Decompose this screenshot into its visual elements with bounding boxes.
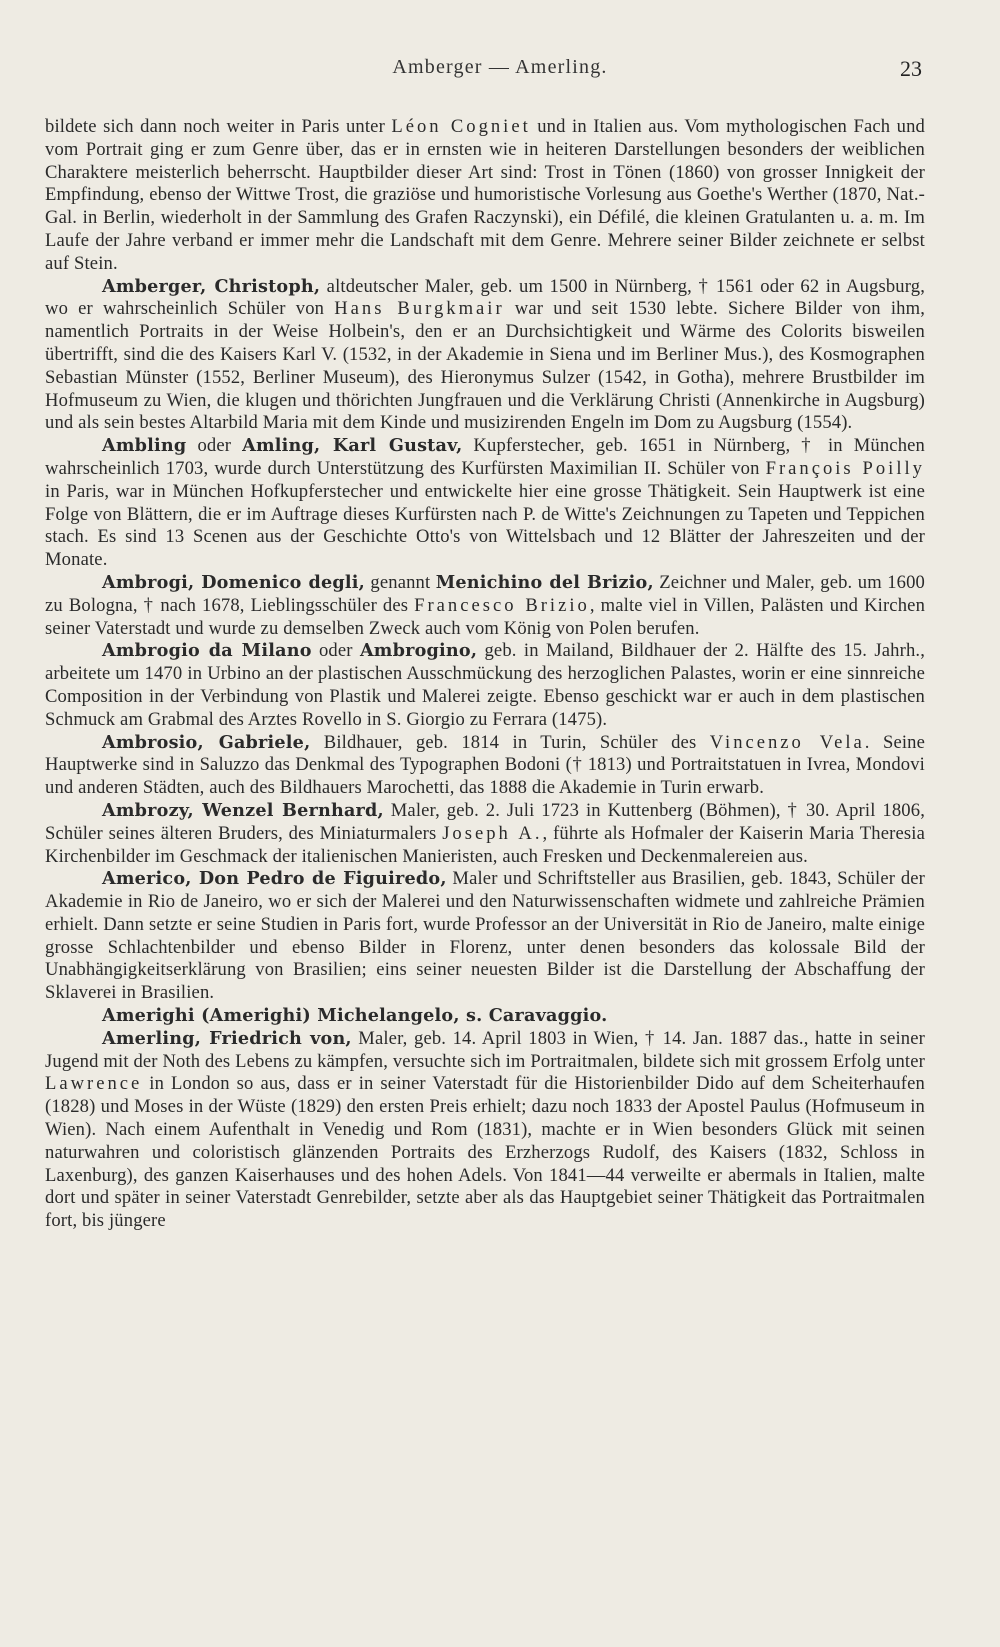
spaced-name: Lawrence xyxy=(45,1073,143,1095)
page-number: 23 xyxy=(900,56,922,81)
entry-text: war und seit 1530 lebte. Sichere Bilder von ihm, namentlich Portraits in der Weise Holbein's, den er an Durchsichtigkeit und Wärme des Colorits bisweilen übertrifft, sind die des Kaisers Karl V. (1532, in der Akademie in Siena und im Berliner Mus.), des Kosmographen Sebastian Münster (1552, Berliner Museum), des Hieronymus Sulzer (1542, in Gotha), mehrere Brustbilder im Hofmuseum zu Wien, die klugen und thörichten Jungfrauen und die Verklärung Christi (Annenkirche in Augsburg) und als sein bestes Altarbild Maria mit dem Kinde und musizirenden Engeln im Dom zu Augsburg (1554). xyxy=(45,298,926,434)
entry-headword: Amerling, Friedrich von, xyxy=(102,1027,352,1049)
entry-text: Kupferstecher, geb. 1651 in Nürnberg, † in München wahrscheinlich 1703, wurde durch Unterstützung des Kurfürsten Maximilian II. Schüler von xyxy=(45,435,925,479)
spaced-name: Hans Burgkmair xyxy=(334,298,505,320)
entry-text: und in Italien aus. Vom mythologischen Fach und vom Portrait ging er zum Genre über, das er in ernsten wie in heiteren Darstellungen besonders der weiblichen Charaktere meisterlich beherrscht. Hauptbilder dieser Art sind: Trost in Tönen (1860) von grosser Innigkeit der Empfindung, ebenso der Wittwe Trost, die graziöse und humoristische Vorlesung aus Goethe's Werther (1870, Nat.-Gal. in Berlin, wiederholt in der Sammlung des Grafen Raczynski), ein Défilé, die kleinen Gratulanten u. a. m. Im Laufe der Jahre verband er immer mehr die Landschaft mit dem Genre. Mehrere seiner Bilder zeichnete er selbst auf Stein. xyxy=(45,116,926,274)
spaced-name: Léon Cogniet xyxy=(391,116,531,137)
running-title: Amberger — Amerling. xyxy=(392,56,608,78)
entry-headword: Ambrogi, Domenico degli, xyxy=(102,571,365,593)
entry-headword: Ambrogino, xyxy=(359,640,478,662)
entry-text: genannt xyxy=(364,571,436,593)
dictionary-entry xyxy=(45,800,925,868)
spaced-name: François Poilly xyxy=(765,457,925,479)
spaced-name: Joseph A. xyxy=(442,822,543,844)
dictionary-entry xyxy=(45,732,925,800)
entry-text: Maler, geb. 2. Juli 1723 in Kuttenberg (Böhmen), † 30. April 1806, Schüler seines älteren Bruders, des Miniaturmalers xyxy=(45,799,925,844)
body-text xyxy=(45,116,925,1233)
dictionary-entry xyxy=(45,435,925,572)
entry-headword: Ambrosio, Gabriele, xyxy=(102,731,311,753)
spaced-name: Vincenzo Vela xyxy=(709,731,865,753)
entry-text: in London so aus, dass er in seiner Vaterstadt für die Historienbilder Dido auf dem Scheiterhaufen (1828) und Moses in der Wüste (1829) den ersten Preis erhielt; dazu noch 1833 der Apostel Paulus (Hofmuseum in Wien). Nach einem Aufenthalt in Venedig und Rom (1831), machte er in Wien besonders Glück mit seinen naturwahren und coloristisch glänzenden Portraits des Erzherzogs Rudolf, des Kaisers (1832, Schloss in Laxenburg), des ganzen Kaiserhauses und des hohen Adels. Von 1841—44 verweilte er abermals in Italien, malte dort und später in seiner Vaterstadt Genrebilder, setzte aber als das Hauptgebiet seiner Thätigkeit das Portraitmalen fort, bis jüngere xyxy=(45,1073,925,1232)
entry-text: , malte viel in Villen, Palästen und Kirchen seiner Vaterstadt und wurde zu demselben Zweck auch vom König von Polen berufen. xyxy=(45,594,926,639)
dictionary-entry xyxy=(45,868,925,1005)
entry-text: Maler, geb. 14. April 1803 in Wien, † 14. Jan. 1887 das., hatte in seiner Jugend mit der Noth des Lebens zu kämpfen, versuchte sich im Portraitmalen, bildete sich mit grossem Erfolg unter xyxy=(45,1027,926,1072)
dictionary-entry xyxy=(45,640,925,731)
entry-headword: Amberger, Christoph, xyxy=(102,275,321,297)
running-head xyxy=(0,56,1000,86)
dictionary-entry xyxy=(45,572,925,640)
spaced-name: Francesco Brizio xyxy=(414,594,590,616)
entry-headword: Ambrozy, Wenzel Bernhard, xyxy=(102,799,384,821)
entry-headword: Menichino del Brizio, xyxy=(435,571,654,593)
entry-text: Zeichner und Maler, geb. um 1600 zu Bologna, † nach 1678, Lieblingsschüler des xyxy=(45,571,926,616)
entry-text: in Paris, war in München Hofkupferstecher und entwickelte hier eine grosse Thätigkeit. Sein Hauptwerk ist eine Folge von Blättern, die er im Auftrage dieses Kurfürsten nach P. de Witte's Zeichnungen zu Tapeten und Teppichen stach. Es sind 13 Scenen aus der Geschichte Otto's von Wittelsbach und 12 Blätter der Jahreszeiten und der Monate. xyxy=(45,480,925,571)
entry-headword: Amling, Karl Gustav, xyxy=(242,435,463,457)
entry-text: altdeutscher Maler, geb. um 1500 in Nürnberg, † 1561 oder 62 in Augsburg, wo er wahrscheinlich Schüler von xyxy=(45,275,925,320)
entry-headword: Americo, Don Pedro de Figuiredo, xyxy=(102,868,447,890)
entry-headword: Amerighi (Amerighi) Michelangelo, s. Caravaggio. xyxy=(102,1005,608,1027)
entry-text: geb. in Mailand, Bildhauer der 2. Hälfte des 15. Jahrh., arbeitete um 1470 in Urbino an der plastischen Ausschmückung des herzoglichen Palastes, worin er eine sinnreiche Composition in der Verbindung von Plastik und Malerei zeigte. Ebenso geschickt war er auch in dem plastischen Schmuck am Grabmal des Arztes Rovello in S. Giorgio zu Ferrara (1475). xyxy=(45,640,925,730)
entry-text: oder xyxy=(186,435,243,457)
entry-headword: Ambrogio da Milano xyxy=(102,640,312,662)
entry-text: Maler und Schriftsteller aus Brasilien, geb. 1843, Schüler der Akademie in Rio de Janeiro, wo er sich der Malerei und den Naturwissenschaften widmete und zahlreiche Prämien erhielt. Dann setzte er seine Studien in Paris fort, wurde Professor an der Universität in Rio de Janeiro, malte einige grosse Schlachtenbilder und ebenso Bilder in Florenz, unter denen besonders das kolossale Bild der Unabhängigkeitserklärung von Brasilien; eins seiner neuesten Bilder ist die Darstellung der Abschaffung der Sklaverei in Brasilien. xyxy=(45,868,926,1004)
entry-text: bildete sich dann noch weiter in Paris unter xyxy=(45,116,392,137)
entry-text: . Seine Hauptwerke sind in Saluzzo das Denkmal des Typographen Bodoni († 1813) und Portraitstatuen in Ivrea, Mondovi und anderen Städten, auch des Bildhauers Marochetti, das 1888 die Akademie in Turin erwarb. xyxy=(45,731,926,799)
dictionary-entry xyxy=(45,1005,925,1028)
entry-text: Bildhauer, geb. 1814 in Turin, Schüler des xyxy=(310,731,710,753)
dictionary-entry xyxy=(45,276,925,436)
continued-paragraph xyxy=(45,116,925,276)
entry-headword: Ambling xyxy=(102,435,187,457)
dictionary-entry xyxy=(45,1028,925,1233)
entry-text: , führte als Hofmaler der Kaiserin Maria Theresia Kirchenbilder im Geschmack der italienischen Manieristen, auch Fresken und Deckenmalereien aus. xyxy=(45,822,925,867)
entry-text: oder xyxy=(311,640,360,662)
